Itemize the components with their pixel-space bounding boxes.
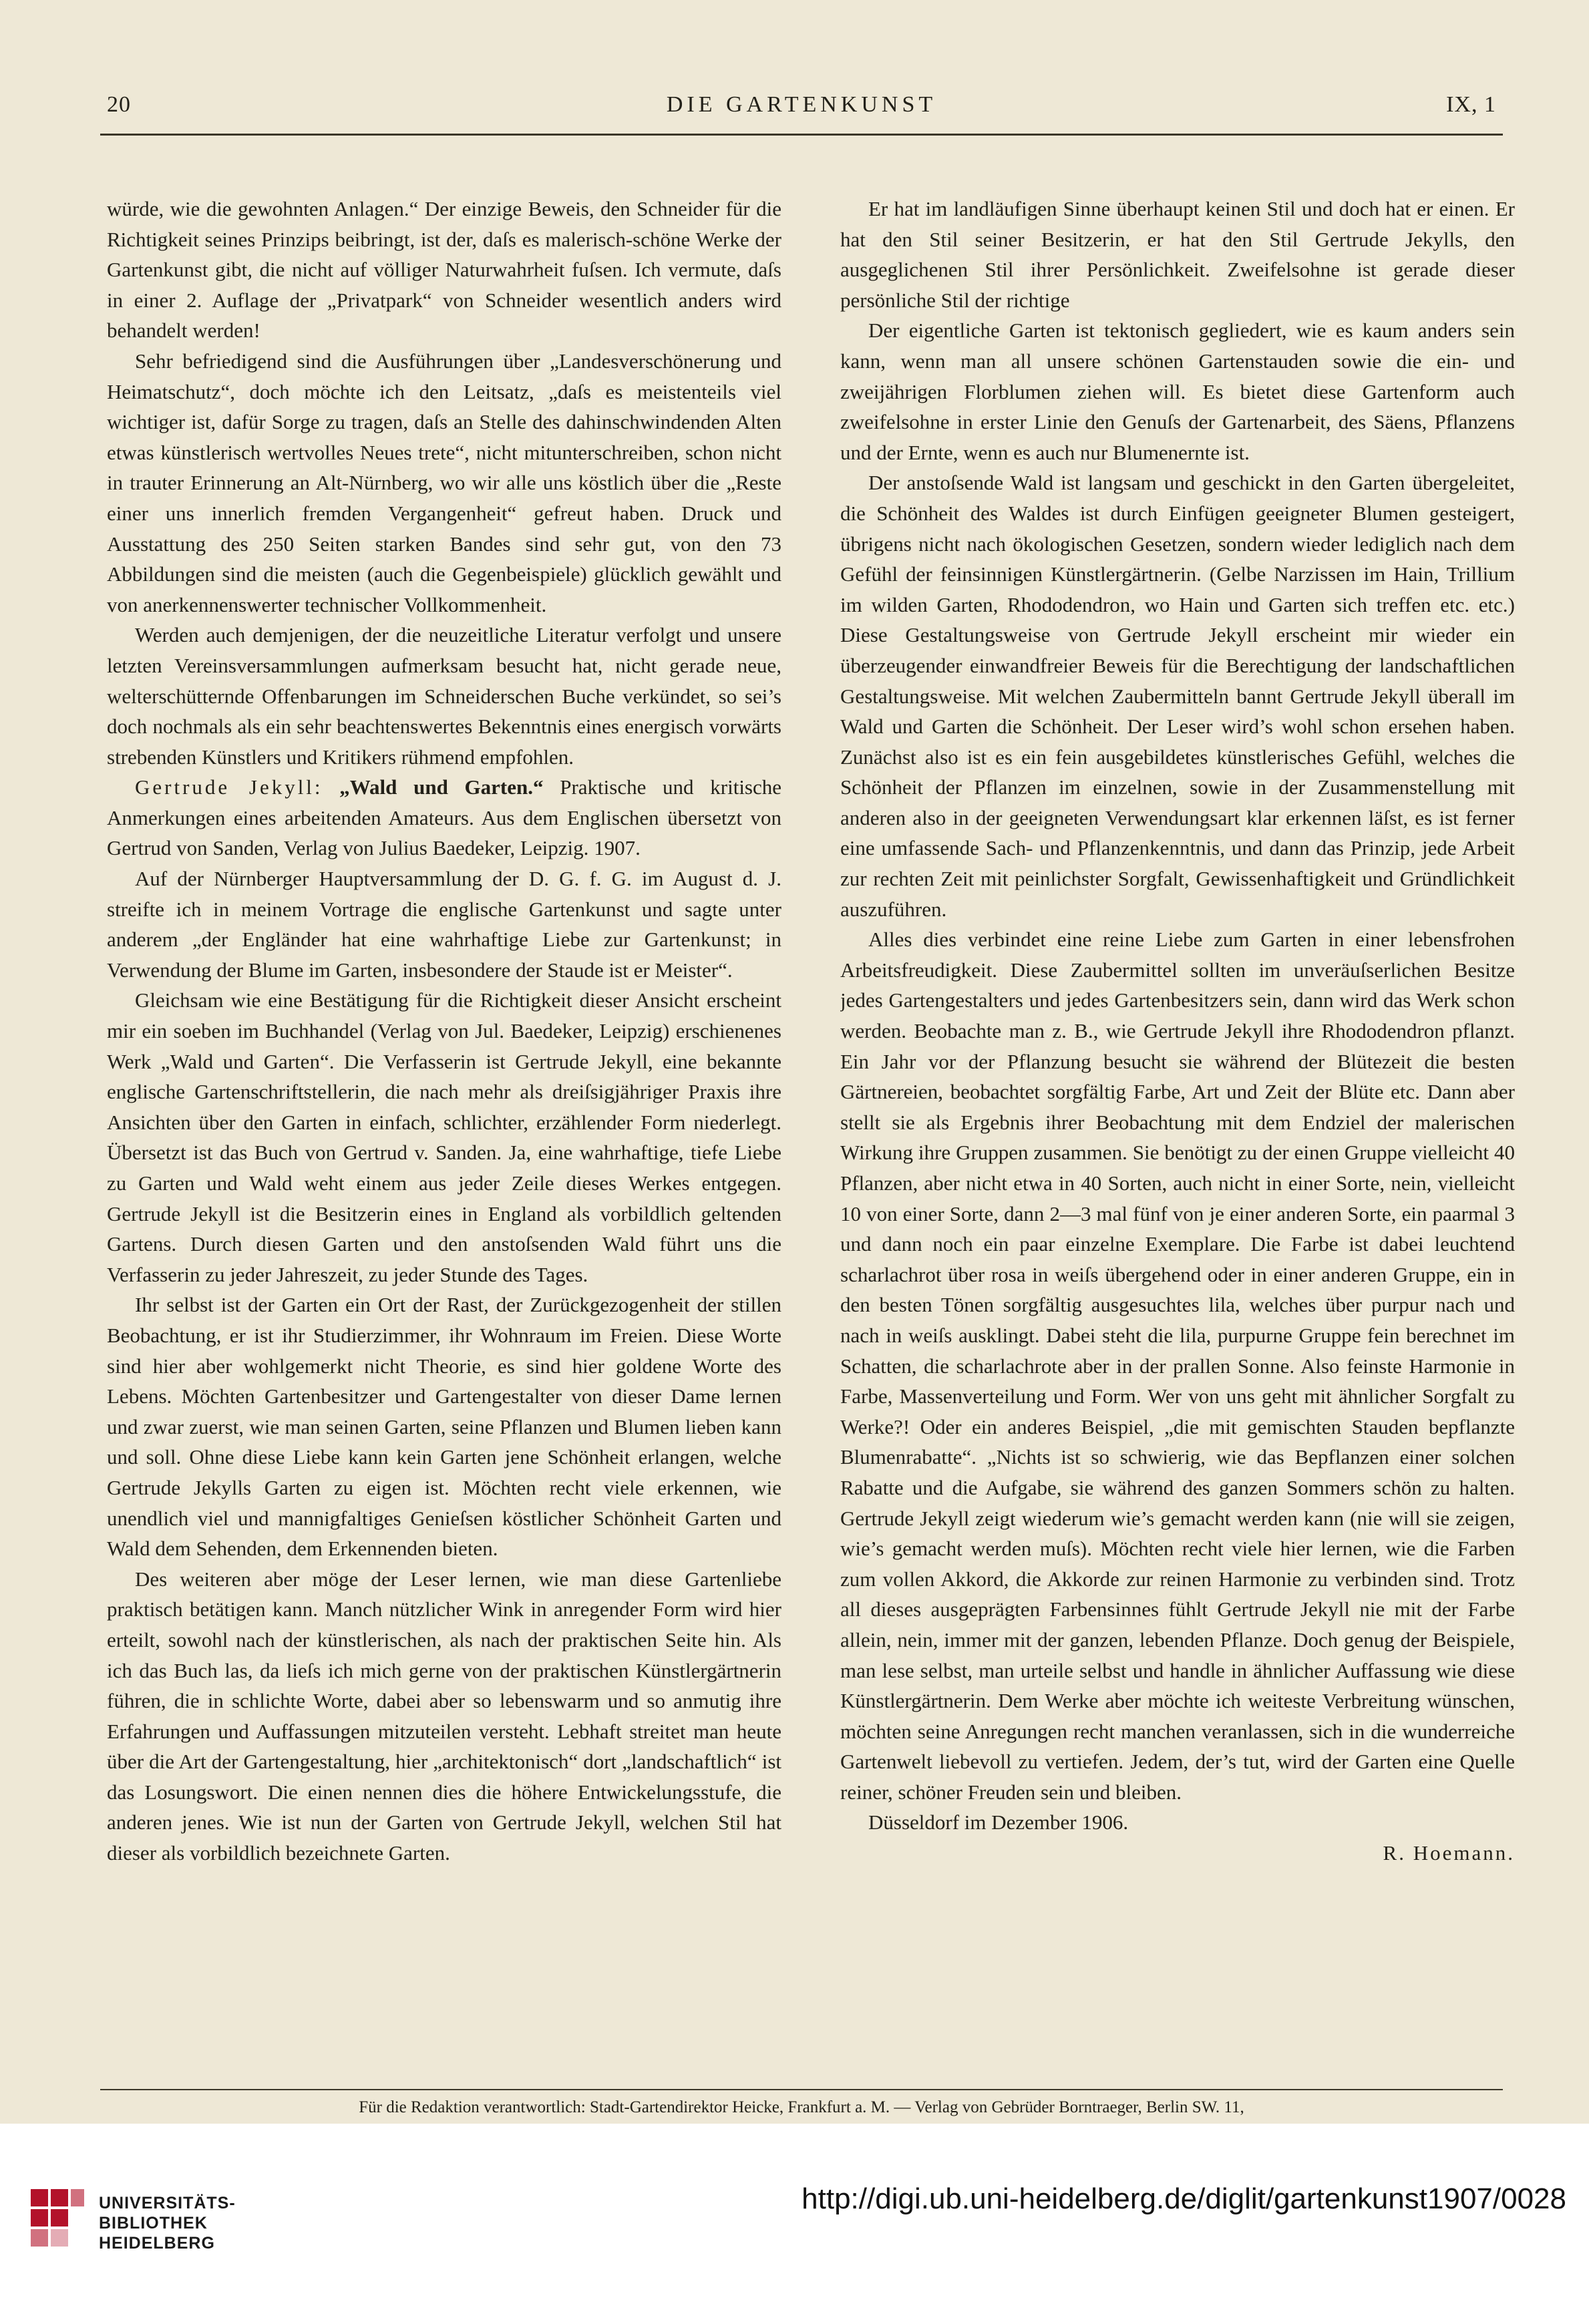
journal-title: DIE GARTENKUNST	[666, 92, 937, 117]
paragraph: Der eigentliche Garten ist tektonisch gegliedert, wie es kaum anders sein kann, wenn man all unsere schönen Gartenstauden sowie die ein- und zweijährigen Florblumen ziehen will. Es bietet diese Gartenform auch zweifelsohne in erster Linie den Genuſs der Gartenarbeit, des Säens, Pflanzens und der Ernte, wenn es auch nur Blumenernte ist.	[840, 319, 1515, 464]
right-column	[840, 194, 1515, 2077]
paragraph: Auf der Nürnberger Hauptversammlung der D. G. f. G. im August d. J. streifte ich in meinem Vortrage die englische Gartenkunst und sagte unter anderem „der Engländer hat eine wahrhaftige Liebe zur Gartenkunst; in Verwendung der Blume im Garten, insbesondere der Staude ist er Meister“.	[107, 867, 781, 982]
paragraph: Gleichsam wie eine Bestätigung für die Richtigkeit dieser Ansicht erscheint mir ein soeben im Buchhandel (Verlag von Jul. Baedeker, Leipzig) erschienenes Werk „Wald und Garten“. Die Verfasserin ist Gertrude Jekyll, eine bekannte englische Gartenschriftstellerin, die nach mehr als dreiſsigjähriger Praxis ihre Ansichten über den Garten in einfach, schlichter, erzählender Form niederlegt. Übersetzt ist das Buch von Gertrud v. Sanden. Ja, eine wahrhaftige, tiefe Liebe zu Garten und Wald weht einem aus jeder Zeile dieses Werkes entgegen. Gertrude Jekyll ist die Besitzerin eines in England als vorbildlich geltenden Gartens. Durch diesen Garten und den anstoſsenden Wald führt uns die Verfasserin zu jeder Jahreszeit, zu jeder Stunde des Tages.	[107, 988, 781, 1286]
running-head	[107, 92, 1496, 132]
paragraph: Des weiteren aber möge der Leser lernen, wie man diese Gartenliebe praktisch betätigen kann. Manch nützlicher Wink in anregender Form wird hier erteilt, sowohl nach der künstlerischen, als nach der praktischen Seite hin. Als ich das Buch las, da lieſs ich mich gerne von der praktischen Künstlergärtnerin führen, die in schlichte Worte, dabei aber so lebenswarm und so anmutig ihre Erfahrungen und Auffassungen mitzuteilen versteht. Lebhaft streitet man heute über die Art der Gartengestaltung, hier „architektonisch“ dort „landschaftlich“ ist das Losungswort. Die einen nennen dies die höhere Entwickelungsstufe, die anderen jenes. Wie ist nun der Garten von Gertrude Jekyll, welchen Stil hat dieser als vorbildlich bezeichnete Garten.	[107, 1567, 781, 1865]
left-column	[107, 194, 781, 2077]
header-rule	[100, 134, 1503, 136]
issue-number: IX, 1	[1446, 92, 1496, 117]
review-entry	[107, 772, 781, 863]
page-number: 20	[107, 92, 131, 117]
library-name: UNIVERSITÄTS- BIBLIOTHEK HEIDELBERG	[99, 2194, 236, 2253]
paragraph: Werden auch demjenigen, der die neuzeitliche Literatur verfolgt und unsere letzten Vereinsversammlungen aufmerksam besucht hat, nicht gerade neue, welterschütternde Offenbarungen im Schneiderschen Buche verkündet, so sei’s doch nochmals als ein sehr beachtenswertes Bekenntnis eines energisch vorwärts strebenden Künstlers und Kritikers rühmend empfohlen.	[107, 623, 781, 769]
paragraph: Er hat im landläufigen Sinne überhaupt keinen Stil und doch hat er einen. Er hat den Stil seiner Besitzerin, er hat den Stil Gertrude Jekylls, den ausgeglichenen Stil ihrer Persönlichkeit. Zweifelsohne ist gerade dieser persönliche Stil der richtige	[840, 197, 1515, 312]
imprint-rule	[100, 2089, 1503, 2090]
paragraph: würde, wie die gewohnten Anlagen.“ Der einzige Beweis, den Schneider für die Richtigkeit seines Prinzips beibringt, ist der, daſs es malerisch-schöne Werke der Gartenkunst gibt, die nicht auf völliger Naturwahrheit fuſsen. Ich vermute, daſs in einer 2. Auflage der „Privatpark“ von Schneider wesentlich anders wird behandelt werden!	[107, 197, 781, 343]
digitization-footer	[0, 2124, 1589, 2324]
paragraph: Alles dies verbindet eine reine Liebe zum Garten in einer lebensfrohen Arbeitsfreudigkeit. Diese Zaubermittel sollten im unveräuſserlichen Besitze jedes Gartengestalters und jedes Gartenbesitzers sein, dann wird das Werk schon werden. Beobachte man z. B., wie Gertrude Jekyll ihre Rhododendron pflanzt. Ein Jahr vor der Pflanzung besucht sie während der Blütezeit die besten Gärtnereien, beobachtet sorgfältig Farbe, Art und Zeit der Blüte etc. Dann aber stellt sie als Ergebnis ihrer Beobachtung mit dem Endziel der malerischen Wirkung ihre Gruppen zusammen. Sie benötigt zu der einen Gruppe vielleicht 40 Pflanzen, aber nicht etwa in 40 Sorten, auch nicht in einer Sorte, nein, vielleicht 10 von einer Sorte, dann 2—3 mal fünf von je einer anderen Sorte, ein paarmal 3 und dann noch ein paar einzelne Exemplare. Die Farbe ist dabei leuchtend scharlachrot über rosa in weiſs übergehend oder in einer anderen Gruppe, ein in den besten Tönen sorgfältig ausgesuchtes lila, welches über purpur nach und nach in weiſs ausklingt. Dabei steht die lila, purpurne Gruppe fein berechnet im Schatten, die scharlachrote aber in der prallen Sonne. Also feinste Harmonie in Farbe, Massenverteilung und Form. Wer von uns geht mit ähnlicher Sorgfalt zu Werke?! Oder ein anderes Beispiel, „die mit gemischten Stauden bepflanzte Blumenrabatte“. „Nichts ist so schwierig, wie das Bepflanzen einer solchen Rabatte und die Aufgabe, sie während des ganzen Sommers schön zu halten. Gertrude Jekyll zeigt wiederum wie’s gemacht werden kann (nie will sie zeigen, wie’s gemacht werden muſs). Möchten recht viele hier lernen, wie die Farben zum vollen Akkord, die Akkorde zur reinen Harmonie zu verbinden sind. Trotz all dieses ausgeprägten Farbensinnes fühlt Gertrude Jekyll nie mit der Farbe allein, nein, immer mit der ganzen, lebenden Pflanze. Doch genug der Beispiele, man lese selbst, man urteile selbst und handle in ähnlicher Auffassung wie diese Künstlergärtnerin. Dem Werke aber möchte ich weiteste Verbreitung wünschen, möchten seine Anregungen recht manchen veranlassen, sich in die wunderreiche Gartenwelt liebevoll zu vertiefen. Jedem, der’s tut, wird der Garten eine Quelle reiner, schöner Freuden sein und bleiben.	[840, 928, 1515, 1804]
paragraph: Ihr selbst ist der Garten ein Ort der Rast, der Zurückgezogenheit der stillen Beobachtung, er ist ihr Studierzimmer, ihr Wohnraum im Freien. Diese Worte sind hier aber wohlgemerkt nicht Theorie, es sind hier goldene Worte des Lebens. Möchten Gartenbesitzer und Gartengestalter von dieser Dame lernen und zwar zuerst, wie man seinen Garten, seine Pflanzen und Blumen lieben kann und soll. Ohne diese Liebe kann kein Garten jene Schönheit erlangen, welche Gertrude Jekylls Garten zu eigen ist. Möchten recht viele erkennen, wie unendlich viel und mannigfaltiges Genieſsen köstlicher Schönheit Garten und Wald dem Sehenden, dem Erkennenden bieten.	[107, 1293, 781, 1561]
library-seal-icon	[27, 2184, 88, 2257]
paragraph: Sehr befriedigend sind die Ausführungen über „Landesverschönerung und Heimatschutz“, doch möchte ich den Leitsatz, „daſs es meistenteils viel wichtiger ist, dafür Sorge zu tragen, daſs an Stelle des dahinschwindenden Alten etwas künstlerisch wertvolles Neues trete“, nicht mitunterschreiben, schon nicht in trauter Erinnerung an Alt-Nürnberg, wo wir alle uns köstlich über die „Reste einer uns innerlich fremden Vergangenheit“ gefreut haben. Druck und Ausstattung des 250 Seiten starken Bandes sind sehr gut, von den 73 Abbildungen sind die meisten (auch die Gegenbeispiele) glücklich gewählt und von anerkennenswerter technischer Vollkommenheit.	[107, 349, 781, 616]
library-logo[interactable]	[27, 2184, 236, 2264]
review-author: Gertrude Jekyll:	[135, 775, 323, 799]
paragraph: Der anstoſsende Wald ist langsam und geschickt in den Garten übergeleitet, die Schönheit des Waldes ist durch Einfügen geeigneter Blumen gesteigert, übrigens nicht nach ökologischen Gesetzen, sondern wieder lediglich nach dem Gefühl der feinsinnigen Künstlergärtnerin. (Gelbe Narzissen im Hain, Trillium im wilden Garten, Rhododendron, wo Hain und Garten sich treffen etc. etc.) Diese Gestaltungsweise von Gertrude Jekyll erscheint mir wieder ein überzeugender einwandfreier Beweis für die Berechtigung der landschaftlichen Gestaltungsweise. Mit welchen Zaubermitteln bannt Gertrude Jekyll überall im Wald und Garten die Schönheit. Der Leser wird’s wohl schon ersehen haben. Zunächst also ist es ein fein ausgebildetes künstlerisches Gefühl, welches die Schönheit der Pflanzen im einzelnen, sowie in der Zusammenstellung mit anderen also in der geeigneten Verwendungsart klar erkennen läſst, es ist ferner eine umfassende Sach- und Pflanzenkenntnis, und dann das Prinzip, jede Arbeit zur rechten Zeit mit peinlichster Sorgfalt, Gewissenhaftigkeit und Gründlichkeit auszuführen.	[840, 471, 1515, 921]
review-bibliography: Praktische und kritische Anmerkungen eines arbeitenden Amateurs. Aus dem Englischen übersetzt von Gertrud von Sanden, Verlag von Julius Baedeker, Leipzig. 1907.	[107, 775, 781, 860]
imprint-line: Für die Redaktion verantwortlich: Stadt-Gartendirektor Heicke, Frankfurt a. M. — Verlag von Gebrüder Borntraeger, Berlin SW. 11,	[359, 2098, 1244, 2116]
signature-place-date: Düsseldorf im Dezember 1906.	[868, 1810, 1129, 1834]
signature-author: R. Hoemann.	[1383, 1841, 1515, 1865]
review-title: „Wald und Garten.“	[339, 775, 544, 799]
permalink-url[interactable]: http://digi.ub.uni-heidelberg.de/diglit/gartenkunst1907/0028	[802, 2182, 1566, 2215]
